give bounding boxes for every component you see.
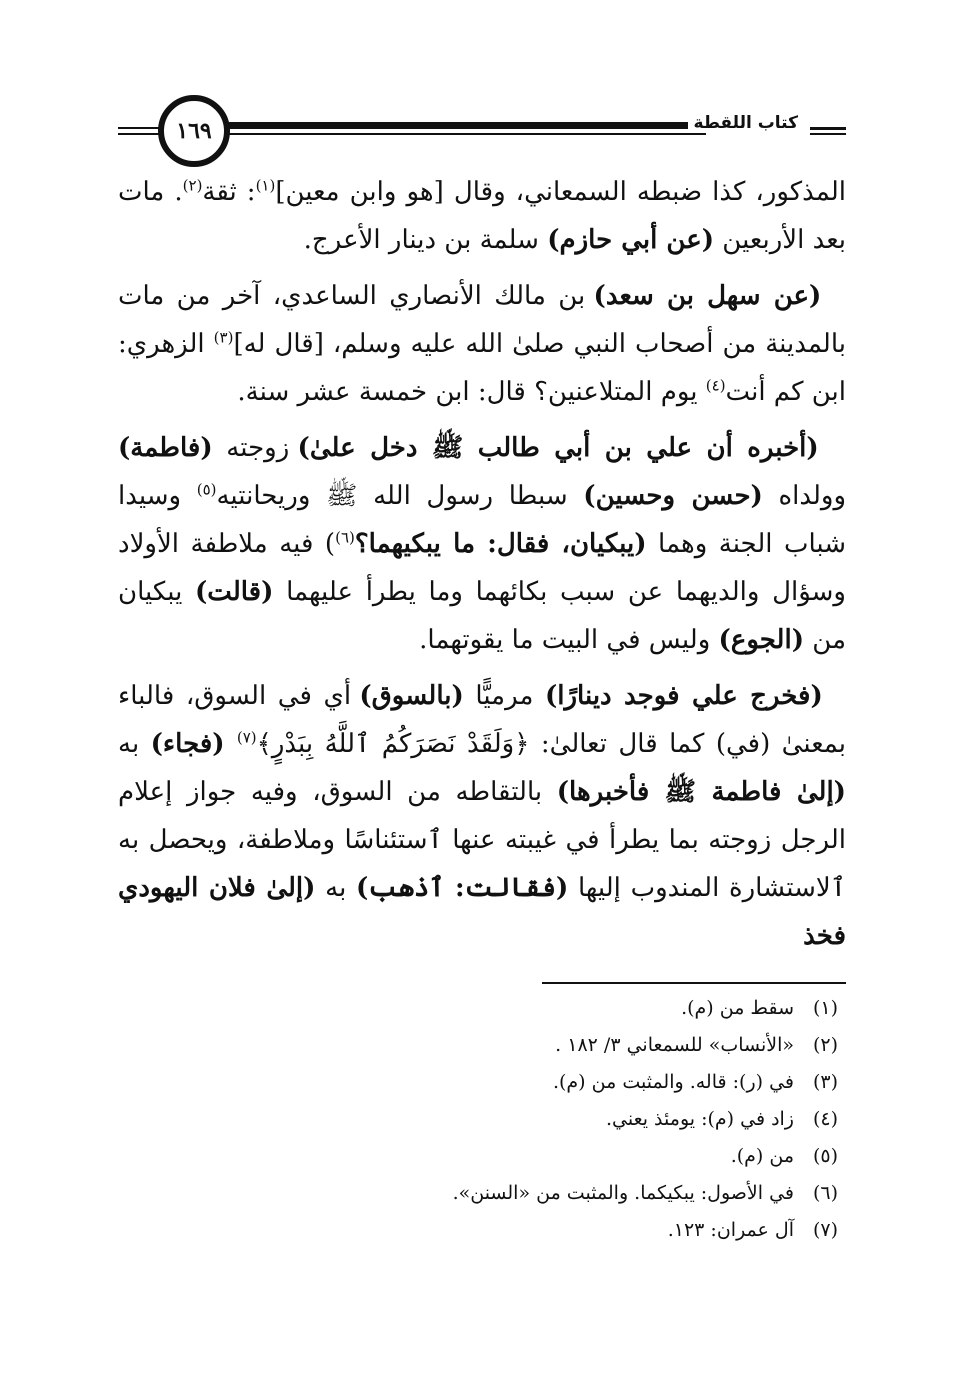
text-run: يبكيان من	[118, 577, 846, 655]
footnote-text: «الأنساب» للسمعاني ٣/ ١٨٢ .	[555, 1034, 794, 1056]
footnote	[110, 1175, 838, 1212]
text-run: يوم المتلاعنين؟ قال: ابن خمسة عشر سنة.	[237, 377, 706, 407]
header-rule	[810, 133, 846, 135]
footnotes	[110, 990, 838, 1249]
text-run: وليس في البيت ما يقوتهما.	[419, 625, 719, 655]
bold-text: (يبكيان، فقال: ما يبكيهما؟	[354, 529, 647, 559]
bold-text: (فاطمة)	[118, 433, 213, 463]
footnote-text: آل عمران: ١٢٣.	[667, 1219, 794, 1241]
text-run: أي في السوق، فالباء بمعنىٰ (في) كما قال تعالىٰ: ﴿وَلَقَدْ نَصَرَكُمُ ٱللَّهُ بِبَدْرٍ﴾	[118, 681, 846, 759]
footnote-number: (٧)	[812, 1219, 838, 1241]
text-run: المذكور، كذا ضبطه السمعاني، وقال [هو وابن معين]	[275, 177, 846, 207]
bold-text: (عن سهل بن سعد)	[593, 281, 822, 311]
text-run: الزهري: ابن كم أنت	[118, 329, 846, 407]
bold-text: (قالت)	[195, 577, 274, 607]
bold-text: (الجوع)	[718, 625, 805, 655]
footnote-ref: (٥)	[196, 480, 217, 499]
bold-text: (فقالت: ٱذهب)	[356, 873, 569, 903]
footnote-number: (١)	[812, 997, 838, 1019]
paragraph	[118, 672, 846, 960]
footnote-separator	[542, 982, 846, 984]
header-rule	[810, 127, 846, 130]
text-run: به	[315, 873, 357, 903]
footnote	[110, 1064, 838, 1101]
text-run: ) فيه ملاطفة الأولاد وسؤال والديهما عن سبب بكائهما وما يطرأ عليهما	[118, 529, 846, 607]
text-run: به	[118, 729, 151, 759]
text-run: : ثقة	[202, 177, 256, 207]
paragraph	[118, 424, 846, 664]
footnote-number: (٤)	[812, 1108, 838, 1130]
header-rule	[226, 133, 706, 135]
main-text	[118, 168, 846, 968]
footnote-number: (٦)	[812, 1182, 838, 1204]
footnote	[110, 1212, 838, 1249]
text-run: . مات بعد الأربعين	[118, 177, 846, 255]
page-header	[118, 95, 846, 175]
text-run: سلمة بن دينار الأعرج.	[303, 225, 548, 255]
footnote-number: (٢)	[812, 1034, 838, 1056]
footnote-text: سقط من (م).	[681, 997, 794, 1019]
footnote-ref: (٣)	[213, 328, 234, 347]
bold-text: (فجاء)	[150, 729, 237, 759]
bold-text: (إلىٰ فلان اليهودي فخذ	[118, 873, 846, 951]
text-run: بالتقاطه من السوق، وفيه جواز إعلام الرجل زوجته بما يطرأ في غيبته عنها ٱستئناسًا وملاطفة، ويحصل به ٱلاستشارة المندوب إليها	[118, 777, 846, 903]
footnote	[110, 1027, 838, 1064]
bold-text: (فخرج علي فوجد دينارًا)	[544, 681, 823, 711]
text-run: سبطا رسول الله ﷺ وريحانتيه	[216, 481, 584, 511]
footnote	[110, 1138, 838, 1175]
paragraph	[118, 168, 846, 264]
footnote-ref: (٤)	[705, 376, 726, 395]
footnote-number: (٣)	[812, 1071, 838, 1093]
text-run: وسيدا شباب الجنة وهما	[118, 481, 847, 559]
text-run: مرميًّا	[463, 681, 545, 711]
footnote-number: (٥)	[812, 1145, 838, 1167]
running-title: كتاب اللقطة	[688, 113, 804, 133]
footnote-text: من (م).	[730, 1145, 794, 1167]
paragraph	[118, 272, 846, 416]
header-rule	[226, 122, 706, 129]
bold-text: (أخبره أن علي بن أبي طالب ﷺ دخل علىٰ)	[297, 433, 819, 463]
text-run: بن مالك الأنصاري الساعدي، آخر من مات بالمدينة من أصحاب النبي صلىٰ الله عليه وسلم، [قال له]	[118, 281, 846, 359]
footnote-ref: (٦)	[335, 528, 355, 547]
footnote-ref: (٢)	[182, 176, 203, 195]
bold-text: (بالسوق)	[359, 681, 464, 711]
footnote	[110, 1101, 838, 1138]
text-run: زوجته	[212, 433, 298, 463]
footnote-text: في (ر): قاله. والمثبت من (م).	[552, 1071, 794, 1093]
bold-text: (حسن وحسين)	[583, 481, 763, 511]
footnote	[110, 990, 838, 1027]
footnote-ref: (١)	[255, 176, 276, 195]
footnote-ref: (٧)	[236, 728, 257, 747]
bold-text: (إلىٰ فاطمة ﷺ فأخبرها)	[556, 777, 846, 807]
footnote-text: زاد في (م): يومئذ يعني.	[605, 1108, 794, 1130]
footnote-text: في الأصول: يبكيكما. والمثبت من «السنن».	[452, 1182, 794, 1204]
bold-text: (عن أبي حازم)	[547, 225, 715, 255]
text-run: وولداه	[762, 481, 846, 511]
page-number: ١٦٩	[158, 95, 230, 167]
